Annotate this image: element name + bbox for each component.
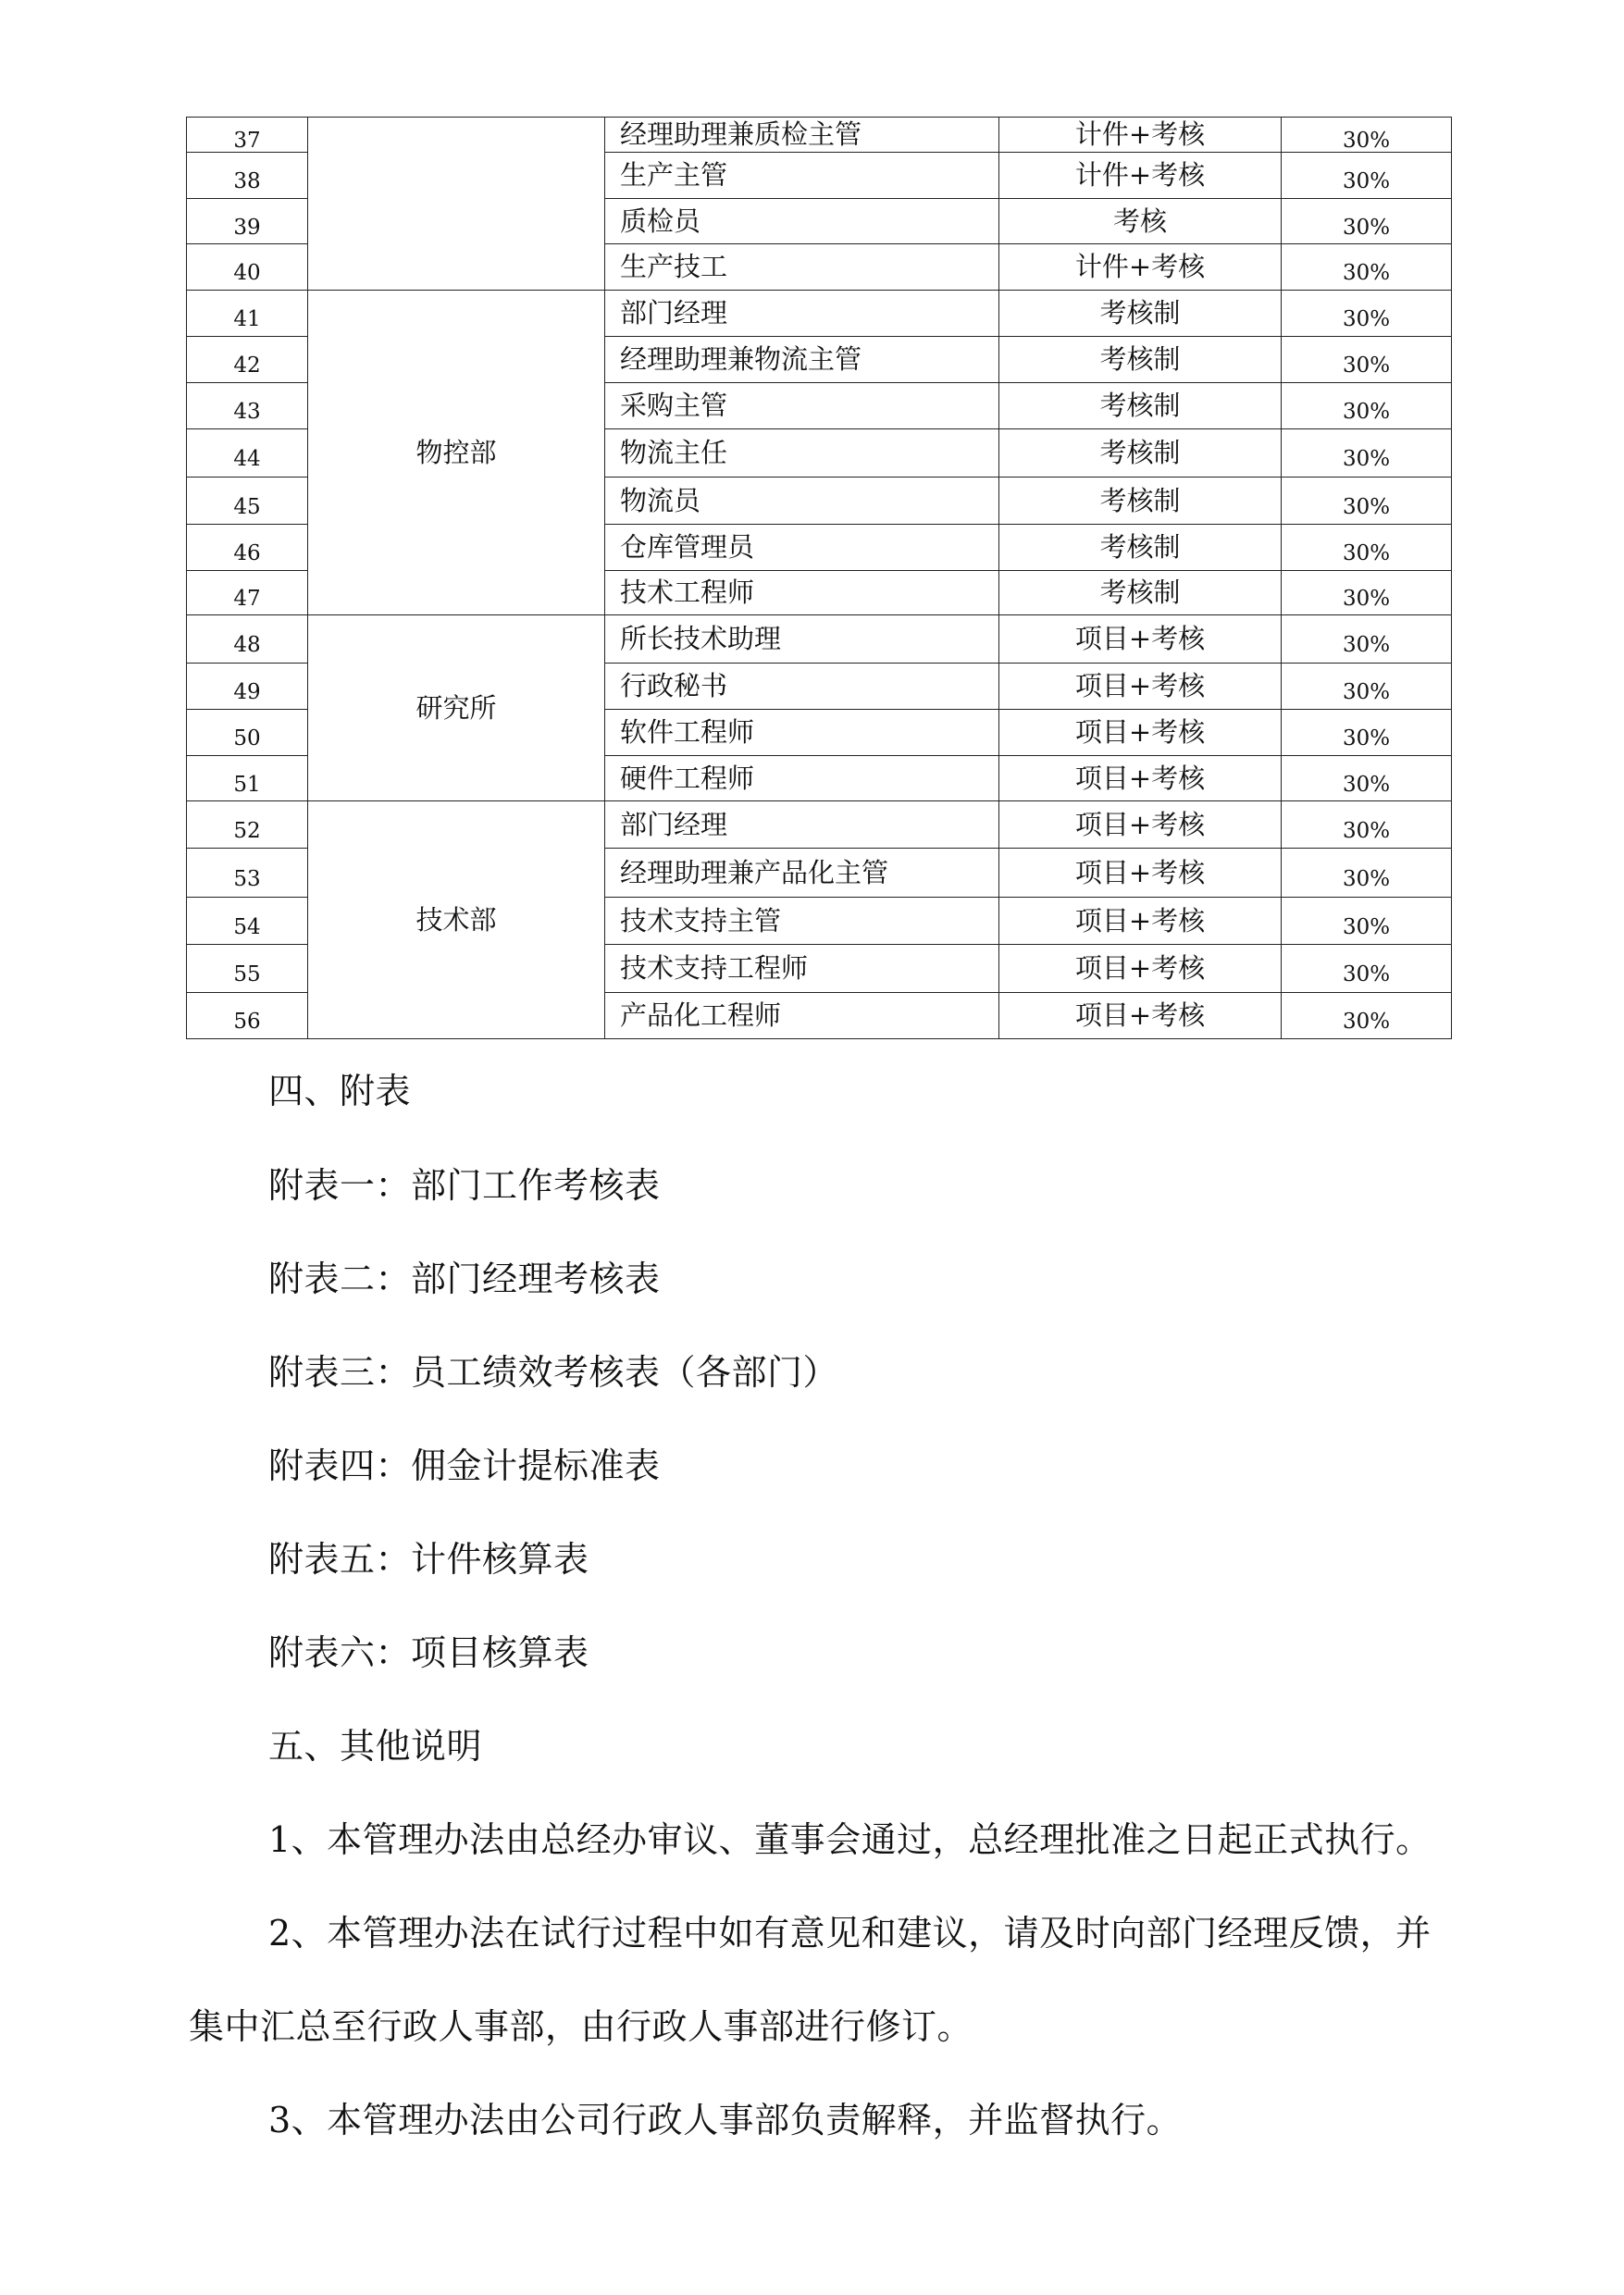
- row-number-cell: 50: [187, 710, 308, 756]
- ratio-cell: 30%: [1282, 801, 1452, 849]
- appendix-item-1: 附表一：部门工作考核表: [268, 1165, 661, 1206]
- row-number-cell: 56: [187, 993, 308, 1039]
- salary-mode-cell: 计件+考核: [999, 153, 1282, 199]
- row-number-cell: 53: [187, 849, 308, 898]
- ratio-cell: 30%: [1282, 898, 1452, 945]
- salary-mode-cell: 项目+考核: [999, 710, 1282, 756]
- position-cell: 部门经理: [605, 801, 999, 849]
- salary-mode-cell: 考核: [999, 199, 1282, 244]
- salary-mode-cell: 项目+考核: [999, 664, 1282, 710]
- position-cell: 技术支持主管: [605, 898, 999, 945]
- ratio-cell: 30%: [1282, 571, 1452, 615]
- note-item-1: 1、本管理办法由总经办审议、董事会通过，总经理批准之日起正式执行。: [268, 1819, 1432, 1860]
- ratio-cell: 30%: [1282, 710, 1452, 756]
- table-row: [187, 291, 1452, 337]
- position-cell: 经理助理兼产品化主管: [605, 849, 999, 898]
- row-number-cell: 44: [187, 429, 308, 478]
- salary-mode-cell: 考核制: [999, 525, 1282, 571]
- section4-heading: 四、附表: [268, 1071, 412, 1111]
- position-cell: 采购主管: [605, 383, 999, 429]
- position-cell: 部门经理: [605, 291, 999, 337]
- salary-mode-cell: 计件+考核: [999, 244, 1282, 291]
- row-number-cell: 40: [187, 244, 308, 291]
- position-cell: 生产技工: [605, 244, 999, 291]
- row-number-cell: 41: [187, 291, 308, 337]
- row-number-cell: 45: [187, 478, 308, 525]
- note-item-2-line-2: 集中汇总至行政人事部，由行政人事部进行修订。: [189, 2006, 973, 2047]
- ratio-cell: 30%: [1282, 478, 1452, 525]
- ratio-cell: 30%: [1282, 118, 1452, 153]
- ratio-cell: 30%: [1282, 383, 1452, 429]
- appendix-item-2: 附表二：部门经理考核表: [268, 1259, 661, 1299]
- row-number-cell: 46: [187, 525, 308, 571]
- salary-mode-cell: 考核制: [999, 429, 1282, 478]
- salary-mode-cell: 项目+考核: [999, 756, 1282, 801]
- ratio-cell: 30%: [1282, 664, 1452, 710]
- salary-mode-cell: 考核制: [999, 383, 1282, 429]
- ratio-cell: 30%: [1282, 429, 1452, 478]
- row-number-cell: 54: [187, 898, 308, 945]
- salary-mode-cell: 项目+考核: [999, 801, 1282, 849]
- ratio-cell: 30%: [1282, 337, 1452, 383]
- ratio-cell: 30%: [1282, 756, 1452, 801]
- row-number-cell: 43: [187, 383, 308, 429]
- row-number-cell: 51: [187, 756, 308, 801]
- ratio-cell: 30%: [1282, 615, 1452, 664]
- row-number-cell: 39: [187, 199, 308, 244]
- appendix-item-3: 附表三：员工绩效考核表（各部门）: [268, 1352, 839, 1393]
- ratio-cell: 30%: [1282, 291, 1452, 337]
- ratio-cell: 30%: [1282, 525, 1452, 571]
- salary-mode-cell: 项目+考核: [999, 615, 1282, 664]
- salary-mode-cell: 项目+考核: [999, 849, 1282, 898]
- appendix-item-5: 附表五：计件核算表: [268, 1539, 589, 1580]
- row-number-cell: 47: [187, 571, 308, 615]
- salary-mode-table-wrapper: [186, 117, 1451, 1039]
- ratio-cell: 30%: [1282, 244, 1452, 291]
- note-item-3: 3、本管理办法由公司行政人事部负责解释，并监督执行。: [268, 2100, 1183, 2140]
- position-cell: 产品化工程师: [605, 993, 999, 1039]
- salary-mode-cell: 考核制: [999, 337, 1282, 383]
- row-number-cell: 38: [187, 153, 308, 199]
- row-number-cell: 48: [187, 615, 308, 664]
- table-row: [187, 801, 1452, 849]
- row-number-cell: 55: [187, 945, 308, 993]
- row-number-cell: 42: [187, 337, 308, 383]
- position-cell: 技术支持工程师: [605, 945, 999, 993]
- position-cell: 硬件工程师: [605, 756, 999, 801]
- table-body: [187, 118, 1452, 1039]
- salary-mode-cell: 项目+考核: [999, 993, 1282, 1039]
- department-cell: 研究所: [308, 615, 605, 801]
- ratio-cell: 30%: [1282, 849, 1452, 898]
- appendix-item-6: 附表六：项目核算表: [268, 1632, 589, 1673]
- salary-mode-cell: 考核制: [999, 291, 1282, 337]
- salary-mode-cell: 考核制: [999, 478, 1282, 525]
- position-cell: 经理助理兼物流主管: [605, 337, 999, 383]
- salary-mode-cell: 项目+考核: [999, 945, 1282, 993]
- position-cell: 生产主管: [605, 153, 999, 199]
- section5-heading: 五、其他说明: [268, 1726, 483, 1767]
- table-row: [187, 615, 1452, 664]
- ratio-cell: 30%: [1282, 199, 1452, 244]
- note-item-2-line-1: 2、本管理办法在试行过程中如有意见和建议，请及时向部门经理反馈，并: [268, 1913, 1432, 1954]
- position-cell: 质检员: [605, 199, 999, 244]
- row-number-cell: 49: [187, 664, 308, 710]
- salary-mode-cell: 考核制: [999, 571, 1282, 615]
- salary-mode-cell: 计件+考核: [999, 118, 1282, 153]
- ratio-cell: 30%: [1282, 993, 1452, 1039]
- ratio-cell: 30%: [1282, 153, 1452, 199]
- position-cell: 仓库管理员: [605, 525, 999, 571]
- position-cell: 物流主任: [605, 429, 999, 478]
- position-cell: 所长技术助理: [605, 615, 999, 664]
- department-cell: 技术部: [308, 801, 605, 1039]
- position-cell: 技术工程师: [605, 571, 999, 615]
- position-cell: 经理助理兼质检主管: [605, 118, 999, 153]
- position-cell: 软件工程师: [605, 710, 999, 756]
- table-row: [187, 118, 1452, 153]
- department-cell: [308, 118, 605, 291]
- department-cell: 物控部: [308, 291, 605, 615]
- row-number-cell: 37: [187, 118, 308, 153]
- salary-mode-cell: 项目+考核: [999, 898, 1282, 945]
- row-number-cell: 52: [187, 801, 308, 849]
- salary-mode-table: [186, 117, 1452, 1039]
- position-cell: 行政秘书: [605, 664, 999, 710]
- ratio-cell: 30%: [1282, 945, 1452, 993]
- appendix-item-4: 附表四：佣金计提标准表: [268, 1445, 661, 1486]
- position-cell: 物流员: [605, 478, 999, 525]
